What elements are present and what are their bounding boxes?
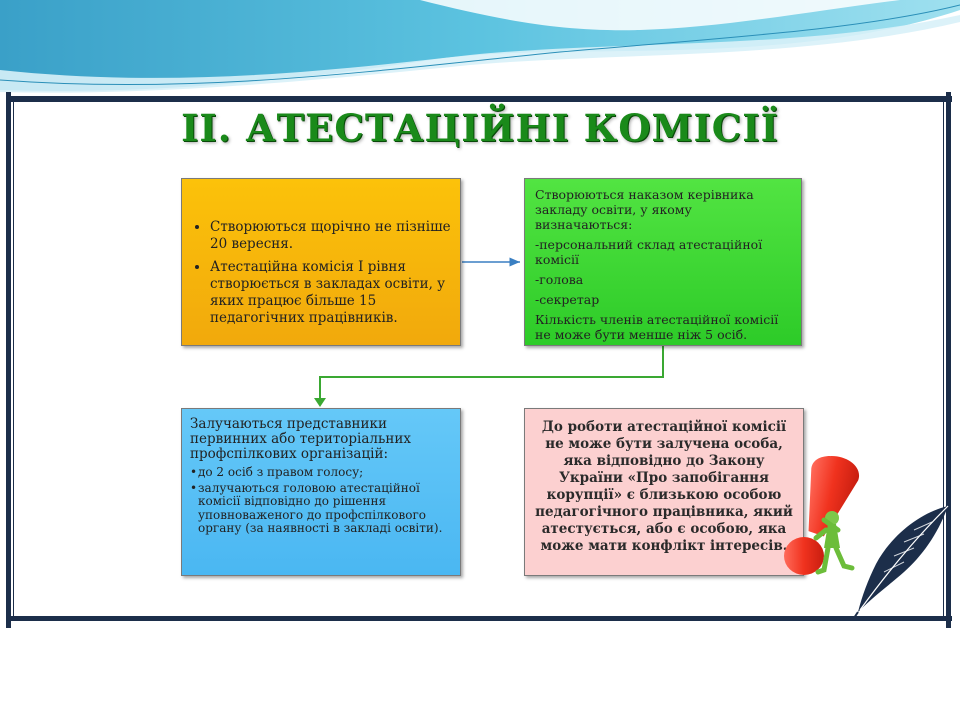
box-trade-union (181, 408, 461, 576)
header-wave-decoration (0, 0, 960, 100)
list-item: • Створюються щорічно не пізніше 20 вересня. (210, 219, 452, 253)
list-item: • до 2 осіб з правом голосу; (198, 466, 454, 480)
box-conflict-of-interest (524, 408, 804, 576)
slide-title: ІІ. АТЕСТАЦІЙНІ КОМІСІЇ (181, 106, 779, 150)
creation-list (196, 219, 452, 327)
frame-left-border (6, 92, 11, 628)
box-order-composition (524, 178, 802, 346)
list-item: • Атестаційна комісія І рівня створюється в закладах освіти, у яких працює більше 15 педагогічних працівників. (210, 259, 452, 327)
arrow-green-to-blue (320, 346, 663, 402)
box-creation-deadline (181, 178, 461, 346)
order-line-secretary: -секретар (535, 292, 600, 307)
order-intro: Створюються наказом керівника закладу освіти, у якому визначаються: (535, 187, 754, 232)
order-line-composition: -персональний склад атестаційної комісії (535, 237, 763, 267)
order-member-note: Кількість членів атестаційної комісії не може бути менше ніж 5 осіб. (535, 312, 779, 342)
conflict-text: До роботи атестаційної комісії не може бути залучена особа, яка відповідно до Закону України «Про запобігання корупції» є близькою особою педагогічного працівника, який атестується, або є особою, яка може мати конфлікт інтересів. (535, 419, 793, 554)
list-item: • залучаються головою атестаційної комісії відповідно до рішення уповноваженого до профспілкового органу (за наявності в закладі освіти). (198, 482, 454, 536)
quill-pen-icon (852, 500, 952, 620)
union-list (190, 466, 454, 536)
frame-bottom-border (8, 616, 952, 621)
frame-top-border (8, 96, 952, 102)
union-intro: Залучаються представники первинних або територіальних профспілкових організацій: (190, 416, 411, 462)
frame-left-inner-line (13, 100, 14, 620)
order-line-head: -голова (535, 272, 584, 287)
